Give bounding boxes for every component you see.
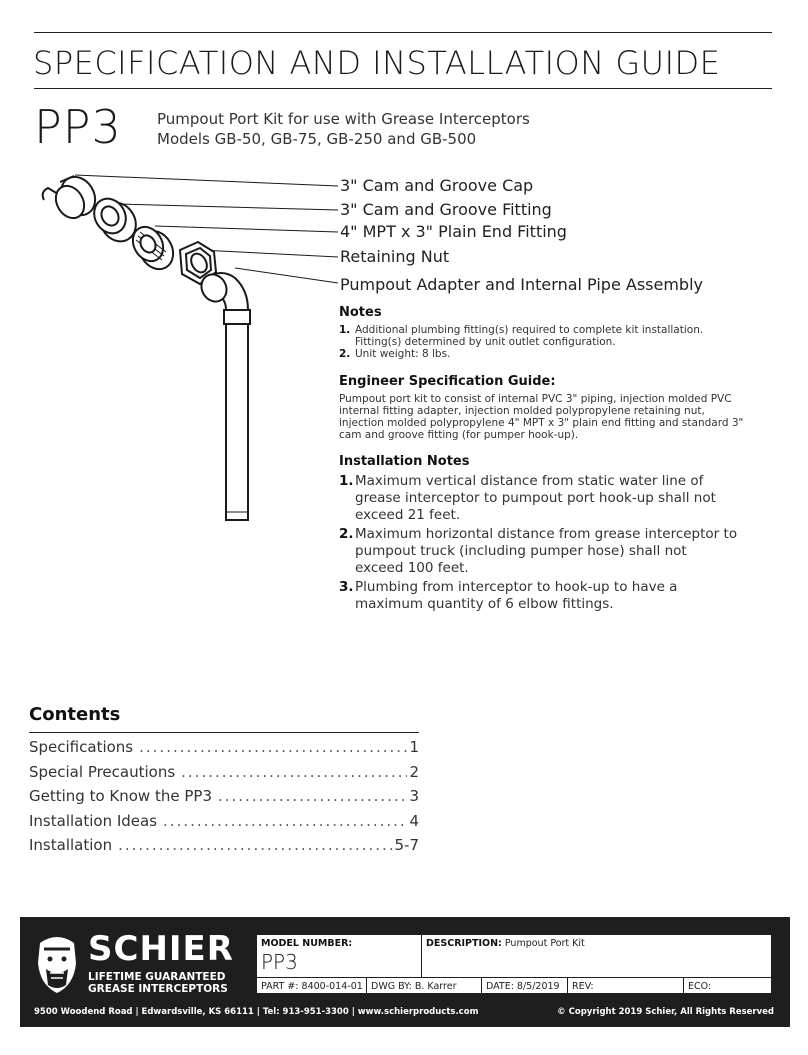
toc-row-installation-ideas[interactable]: [29, 812, 419, 837]
engineer-spec-text: Pumpout port kit to consist of internal PVC 3" piping, injection molded PVC internal fitting adapter, injection molded polypropylene retaining nut, injection molded polypropylene 4" MPT x 3" plain end fitting and standard 3" cam and groove fitting (for pumper hook-up).: [339, 393, 744, 441]
installation-notes-heading: Installation Notes: [339, 454, 470, 469]
leader-line-retaining-nut: [200, 250, 338, 257]
installation-note-item: [339, 473, 739, 524]
contents-rule: [29, 732, 419, 733]
model-heading: PP3: [34, 100, 122, 154]
toc-leader: [139, 738, 407, 756]
model-number-label: MODEL NUMBER:: [261, 938, 353, 949]
part-label-adapter: Pumpout Adapter and Internal Pipe Assembly: [340, 275, 703, 294]
note-number: 2.: [339, 348, 351, 360]
notes-heading: Notes: [339, 305, 382, 320]
toc-page: 2: [409, 762, 419, 781]
installation-note-number: 3.: [339, 579, 354, 595]
logo-tagline-line-2: GREASE INTERCEPTORS: [88, 983, 228, 995]
toc-leader: [118, 836, 392, 854]
installation-note-item: [339, 579, 739, 613]
leader-line-adapter: [235, 268, 338, 283]
description-value: Pumpout Port Kit: [504, 938, 585, 949]
footer-title-block: [20, 917, 790, 1027]
logo-wordmark: SCHIER: [88, 929, 234, 969]
top-rule: [34, 32, 772, 33]
toc-page: 3: [409, 787, 419, 805]
installation-note-item: [339, 526, 739, 577]
installation-notes-list: [339, 473, 739, 613]
toc-label: Installation: [29, 836, 113, 854]
subtitle-line-1: Pumpout Port Kit for use with Grease Interceptors: [157, 110, 530, 128]
toc-label: Getting to Know the PP3: [29, 787, 212, 805]
note-number: 1.: [339, 324, 351, 336]
toc-label: Special Precautions: [29, 762, 176, 781]
company-address: 9500 Woodend Road | Edwardsville, KS 66111 | Tel: 913-951-3300 | www.schierproducts.com: [34, 1007, 479, 1017]
leader-line-groove-fitting: [118, 204, 338, 210]
document-title: SPECIFICATION AND INSTALLATION GUIDE: [33, 44, 721, 82]
part-number-cell: PART #: 8400-014-01: [256, 977, 367, 994]
toc-leader: [218, 787, 407, 805]
part-label-groove-fitting: 3" Cam and Groove Fitting: [340, 200, 552, 219]
logo-tagline: [88, 971, 228, 995]
notes-section: [339, 305, 739, 360]
toc-page: 4: [409, 811, 419, 830]
mascot-face-icon: [34, 933, 80, 995]
contents-heading: Contents: [29, 704, 121, 725]
part-label-retaining-nut: Retaining Nut: [340, 247, 450, 266]
engineer-spec-heading: Engineer Specification Guide:: [339, 374, 556, 389]
toc-leader: [181, 763, 407, 781]
toc-row-special-precautions[interactable]: [29, 763, 419, 788]
toc-row-getting-to-know[interactable]: [29, 787, 419, 812]
part-label-mpt-fitting: 4" MPT x 3" Plain End Fitting: [340, 222, 567, 241]
title-block-table: [256, 934, 772, 994]
installation-note-text: Maximum horizontal distance from grease interceptor to pumpout truck (including pumper hose) shall not exceed 100 feet.: [355, 526, 738, 576]
note-item: [339, 324, 739, 348]
copyright-notice: © Copyright 2019 Schier, All Rights Reserved: [557, 1007, 774, 1017]
title-rule: [34, 88, 772, 89]
exploded-parts-diagram: [30, 170, 340, 530]
table-of-contents: [29, 738, 419, 861]
toc-label: Installation Ideas: [29, 811, 158, 830]
model-number-cell: [256, 934, 422, 978]
drawn-by-cell: DWG BY: B. Karrer: [366, 977, 482, 994]
toc-row-installation[interactable]: [29, 836, 419, 861]
toc-page: 1: [409, 738, 419, 756]
toc-page: 5-7: [394, 836, 419, 854]
note-text: Additional plumbing fitting(s) required to complete kit installation. Fitting(s) determined by unit outlet configuration.: [355, 324, 704, 348]
toc-label: Specifications: [29, 738, 134, 756]
installation-note-number: 2.: [339, 526, 354, 542]
note-text: Unit weight: 8 lbs.: [355, 348, 451, 360]
model-number-value: PP3: [261, 950, 298, 974]
installation-note-text: Maximum vertical distance from static water line of grease interceptor to pumpout port hook-up shall not exceed 21 feet.: [355, 473, 716, 523]
logo-tagline-line-1: LIFETIME GUARANTEED: [88, 971, 226, 983]
description-label: DESCRIPTION:: [426, 938, 502, 949]
note-item: [339, 348, 739, 360]
schier-logo: [34, 929, 244, 997]
revision-cell: REV:: [567, 977, 684, 994]
toc-leader: [163, 812, 407, 830]
subtitle-line-2: Models GB-50, GB-75, GB-250 and GB-500: [157, 130, 477, 148]
part-label-cap: 3" Cam and Groove Cap: [340, 176, 534, 195]
description-cell: [421, 934, 772, 978]
subtitle: [157, 109, 530, 149]
notes-list: [339, 324, 739, 360]
eco-cell: ECO:: [683, 977, 772, 994]
installation-note-text: Plumbing from interceptor to hook-up to have a maximum quantity of 6 elbow fittings.: [355, 579, 678, 612]
leader-line-cap: [75, 175, 338, 186]
cam-groove-cap-icon: [43, 171, 102, 224]
adapter-pipe-assembly-icon: [197, 270, 250, 520]
leader-line-mpt-fitting: [155, 226, 338, 232]
installation-notes-section: [339, 454, 739, 615]
engineer-spec-section: [339, 374, 749, 441]
toc-row-specifications[interactable]: [29, 738, 419, 763]
date-cell: DATE: 8/5/2019: [481, 977, 568, 994]
installation-note-number: 1.: [339, 473, 354, 489]
